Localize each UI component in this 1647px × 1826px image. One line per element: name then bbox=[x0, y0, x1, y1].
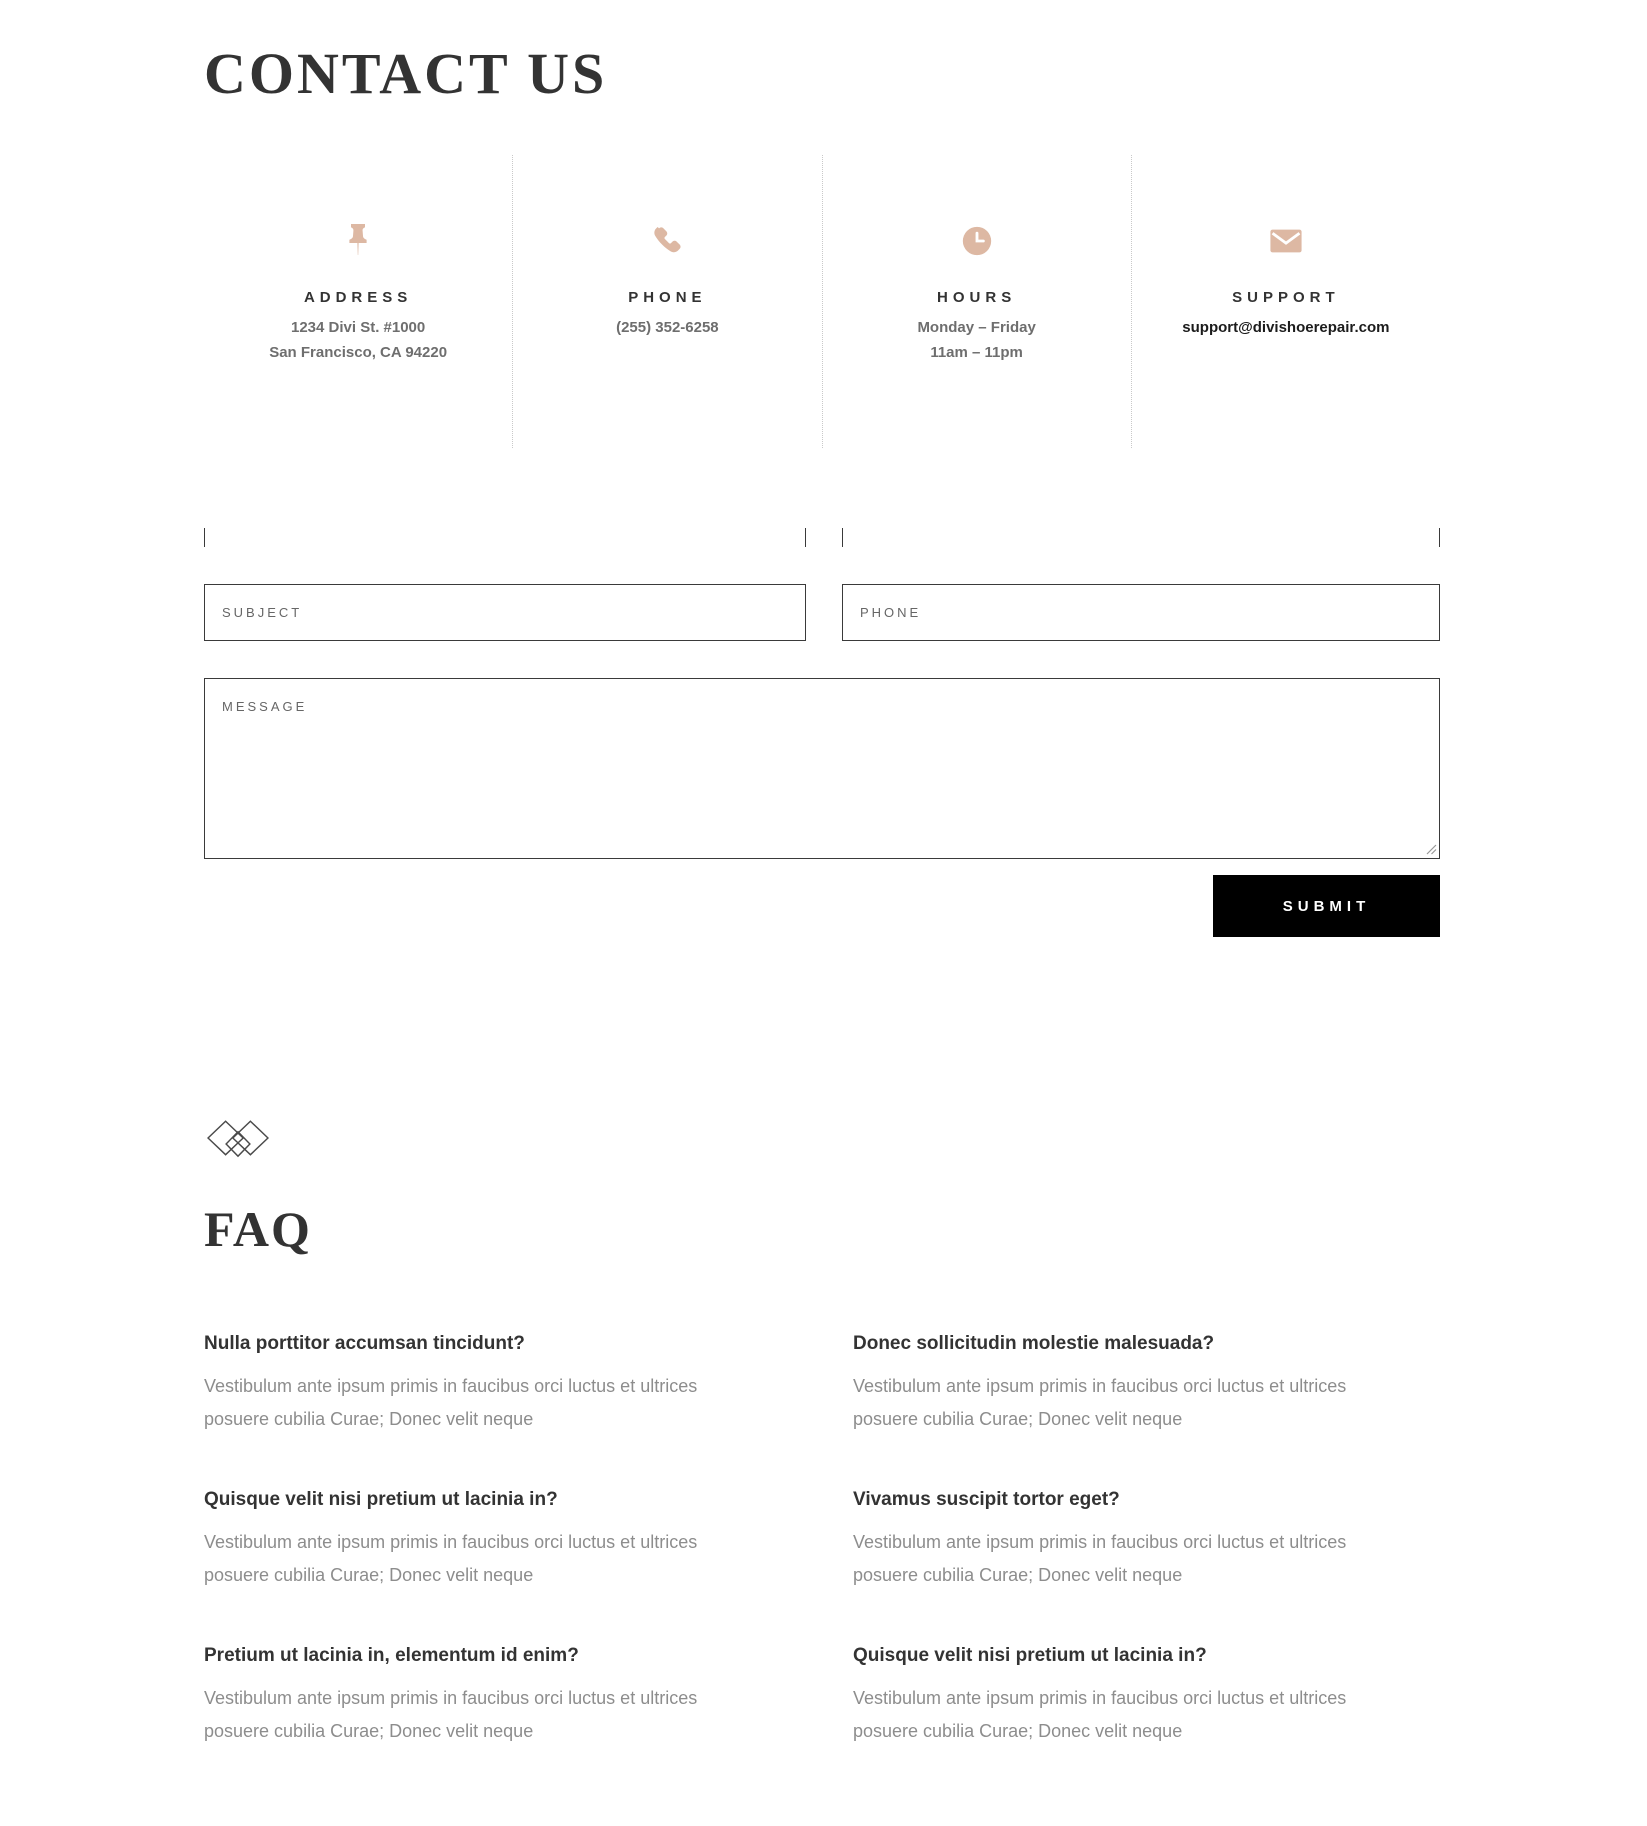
hours-card bbox=[823, 155, 1132, 448]
pushpin-icon bbox=[204, 223, 512, 259]
faq-item bbox=[853, 1486, 1440, 1592]
faq-item bbox=[204, 1330, 791, 1436]
phone-card bbox=[513, 155, 822, 448]
faq-question: Vivamus suscipit tortor eget? bbox=[853, 1489, 1120, 1510]
diamond-logo-icon bbox=[207, 1120, 269, 1158]
phone-label: PHONE bbox=[628, 289, 707, 306]
phone-icon bbox=[513, 223, 821, 259]
email-field-clipped bbox=[842, 528, 1440, 547]
support-card bbox=[1132, 155, 1440, 448]
name-field-clipped bbox=[204, 528, 806, 547]
faq-item bbox=[853, 1642, 1440, 1748]
phone-text: (255) 352-6258 bbox=[616, 319, 719, 336]
message-field[interactable] bbox=[204, 678, 1440, 859]
message-field-wrap bbox=[204, 678, 1440, 859]
page-title: CONTACT US bbox=[204, 41, 608, 106]
clock-icon bbox=[823, 223, 1131, 259]
faq-item bbox=[204, 1486, 791, 1592]
faq-question: Pretium ut lacinia in, elementum id enim? bbox=[204, 1645, 579, 1666]
faq-answer: Vestibulum ante ipsum primis in faucibus orci luctus et ultrices posuere cubilia Curae; Donec velit neque bbox=[204, 1376, 698, 1429]
phone-field[interactable] bbox=[842, 584, 1440, 641]
subject-field[interactable] bbox=[204, 584, 806, 641]
faq-answer: Vestibulum ante ipsum primis in faucibus orci luctus et ultrices posuere cubilia Curae; Donec velit neque bbox=[853, 1532, 1347, 1585]
hours-text: Monday – Friday 11am – 11pm bbox=[917, 319, 1036, 361]
submit-button[interactable]: SUBMIT bbox=[1213, 875, 1440, 937]
faq-question: Donec sollicitudin molestie malesuada? bbox=[853, 1333, 1215, 1354]
faq-answer: Vestibulum ante ipsum primis in faucibus orci luctus et ultrices posuere cubilia Curae; Donec velit neque bbox=[853, 1376, 1347, 1429]
support-email: support@divishoerepair.com bbox=[1182, 319, 1390, 336]
faq-item bbox=[853, 1330, 1440, 1436]
address-label: ADDRESS bbox=[303, 289, 413, 306]
faq-title: FAQ bbox=[204, 1201, 312, 1257]
resize-handle-icon[interactable] bbox=[1426, 844, 1437, 855]
faq-item bbox=[204, 1642, 791, 1748]
email-field[interactable] bbox=[842, 528, 1440, 547]
name-field[interactable] bbox=[204, 528, 806, 547]
envelope-icon bbox=[1132, 223, 1440, 259]
address-card bbox=[204, 155, 513, 448]
faq-question: Nulla porttitor accumsan tincidunt? bbox=[204, 1333, 525, 1354]
address-text: 1234 Divi St. #1000 San Francisco, CA 94220 bbox=[269, 319, 448, 361]
faq-question: Quisque velit nisi pretium ut lacinia in? bbox=[853, 1645, 1207, 1666]
faq-answer: Vestibulum ante ipsum primis in faucibus orci luctus et ultrices posuere cubilia Curae; Donec velit neque bbox=[204, 1532, 698, 1585]
faq-answer: Vestibulum ante ipsum primis in faucibus orci luctus et ultrices posuere cubilia Curae; Donec velit neque bbox=[204, 1688, 698, 1741]
faq-answer: Vestibulum ante ipsum primis in faucibus orci luctus et ultrices posuere cubilia Curae; Donec velit neque bbox=[853, 1688, 1347, 1741]
faq-grid bbox=[204, 1330, 1440, 1798]
hours-label: HOURS bbox=[937, 289, 1017, 306]
contact-info-row bbox=[204, 155, 1440, 448]
support-label: SUPPORT bbox=[1232, 289, 1340, 306]
faq-question: Quisque velit nisi pretium ut lacinia in? bbox=[204, 1489, 558, 1510]
